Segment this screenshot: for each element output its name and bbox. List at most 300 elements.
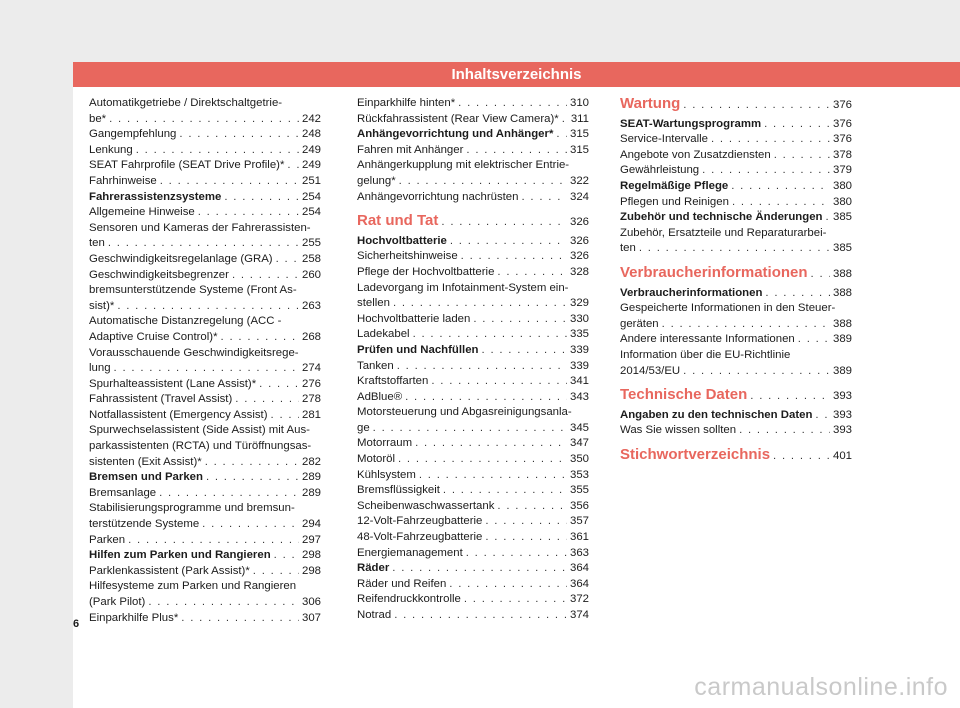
toc-entry[interactable] bbox=[620, 265, 852, 283]
toc-entry-title: Hochvoltbatterie bbox=[357, 234, 447, 247]
toc-entry-page: 306 bbox=[301, 596, 321, 608]
toc-entry-page: 363 bbox=[569, 546, 589, 559]
toc-entry-page: 347 bbox=[569, 437, 589, 450]
toc-entry[interactable] bbox=[89, 579, 321, 610]
toc-entry-title: Kühlsystem bbox=[357, 468, 416, 481]
toc-entry[interactable] bbox=[357, 608, 589, 624]
toc-entry[interactable] bbox=[357, 577, 589, 593]
toc-entry-page: 361 bbox=[569, 531, 589, 544]
toc-entry-page: 289 bbox=[301, 486, 321, 499]
toc-leader-dots bbox=[287, 158, 299, 174]
toc-entry-line: Stabilisierungsprogramme und bremsun- bbox=[89, 502, 295, 515]
toc-leader-dots bbox=[235, 392, 299, 408]
toc-leader-dots bbox=[415, 436, 567, 452]
toc-entry-title: Prüfen und Nachfüllen bbox=[357, 343, 479, 356]
toc-entry-page: 330 bbox=[569, 312, 589, 325]
toc-entry-title: terstützende Systeme bbox=[89, 518, 200, 531]
toc-entry-title: Bremsanlage bbox=[89, 486, 157, 499]
toc-leader-dots bbox=[198, 205, 299, 221]
toc-entry[interactable] bbox=[89, 143, 321, 159]
toc-entry[interactable] bbox=[357, 127, 589, 143]
toc-entry-page: 388 bbox=[832, 267, 852, 280]
toc-entry-title: ten bbox=[89, 237, 105, 250]
toc-entry[interactable] bbox=[89, 611, 321, 627]
toc-entry[interactable] bbox=[89, 127, 321, 143]
toc-entry-page: 328 bbox=[569, 265, 589, 278]
toc-leader-dots bbox=[136, 143, 299, 159]
toc-entry-title: Fahrerassistenzsysteme bbox=[89, 190, 222, 203]
toc-leader-dots bbox=[392, 561, 567, 577]
toc-entry[interactable] bbox=[89, 392, 321, 408]
toc-entry-page: 248 bbox=[301, 128, 321, 141]
toc-entry-page: 258 bbox=[301, 252, 321, 265]
toc-leader-dots bbox=[393, 296, 567, 312]
toc-entry[interactable] bbox=[357, 374, 589, 390]
toc-entry-page: 376 bbox=[832, 99, 852, 111]
toc-entry-title: Fahrassistent (Travel Assist) bbox=[89, 393, 233, 406]
toc-entry-page: 254 bbox=[301, 190, 321, 203]
toc-entry-page: 251 bbox=[301, 174, 321, 187]
toc-leader-dots bbox=[773, 449, 830, 465]
toc-entry-page: 242 bbox=[301, 112, 321, 125]
toc-leader-dots bbox=[441, 215, 567, 231]
toc-entry-title: Stichwortverzeichnis bbox=[620, 445, 771, 463]
toc-entry[interactable] bbox=[89, 221, 321, 252]
toc-entry[interactable] bbox=[357, 96, 589, 112]
toc-entry[interactable] bbox=[357, 312, 589, 328]
toc-entry-page: 298 bbox=[301, 549, 321, 562]
toc-entry-page: 326 bbox=[569, 250, 589, 263]
toc-entry-line: parkassistenten (RCTA) und Türöffnungsas- bbox=[89, 440, 312, 453]
toc-leader-dots bbox=[108, 236, 299, 252]
toc-entry[interactable] bbox=[620, 423, 852, 439]
toc-entry-title: Räder bbox=[357, 562, 390, 575]
toc-entry-title: SEAT-Wartungsprogramm bbox=[620, 117, 762, 130]
toc-entry-title: Sicherheitshinweise bbox=[357, 250, 458, 263]
toc-entry-page: 260 bbox=[301, 268, 321, 281]
toc-entry-title: Parklenkassistent (Park Assist)* bbox=[89, 564, 250, 577]
page-title bbox=[73, 62, 960, 87]
toc-leader-dots bbox=[117, 299, 299, 315]
toc-entry[interactable] bbox=[89, 470, 321, 486]
toc-entry-page: 249 bbox=[301, 159, 321, 172]
toc-entry-line: Hilfesysteme zum Parken und Rangieren bbox=[89, 580, 297, 593]
toc-entry-title: Wartung bbox=[620, 95, 681, 112]
toc-entry[interactable] bbox=[89, 533, 321, 549]
toc-leader-dots bbox=[160, 174, 299, 190]
toc-entry[interactable] bbox=[620, 132, 852, 148]
toc-leader-dots bbox=[826, 210, 830, 226]
toc-leader-dots bbox=[466, 143, 567, 159]
toc-entry[interactable] bbox=[620, 387, 852, 405]
toc-leader-dots bbox=[114, 361, 299, 377]
toc-entry-title: be* bbox=[89, 112, 107, 125]
toc-leader-dots bbox=[556, 127, 567, 143]
toc-entry[interactable] bbox=[357, 405, 589, 436]
toc-entry[interactable] bbox=[357, 190, 589, 206]
toc-entry-title: Energiemanagement bbox=[357, 546, 463, 559]
toc-leader-dots bbox=[419, 468, 567, 484]
toc-leader-dots bbox=[466, 546, 567, 562]
toc-entry[interactable] bbox=[357, 143, 589, 159]
toc-entry-page: 255 bbox=[301, 237, 321, 250]
toc-entry-page: 378 bbox=[832, 148, 852, 161]
toc-entry-title: Allgemeine Hinweise bbox=[89, 206, 195, 219]
toc-entry-title: Parken bbox=[89, 533, 126, 546]
toc-leader-dots bbox=[443, 483, 567, 499]
toc-entry-page: 335 bbox=[569, 328, 589, 341]
toc-entry-page: 278 bbox=[301, 393, 321, 406]
toc-entry-line: Anhängerkupplung mit elektrischer Entrie- bbox=[357, 159, 570, 172]
toc-entry[interactable] bbox=[357, 390, 589, 406]
toc-entry[interactable] bbox=[357, 281, 589, 312]
toc-entry-page: 389 bbox=[832, 364, 852, 377]
toc-entry-title: Einparkhilfe Plus* bbox=[89, 611, 179, 624]
toc-leader-dots bbox=[405, 390, 567, 406]
toc-entry-title: gelung* bbox=[357, 174, 396, 187]
toc-entry-page: 329 bbox=[569, 297, 589, 310]
toc-entry[interactable] bbox=[89, 190, 321, 206]
toc-leader-dots bbox=[206, 470, 299, 486]
toc-leader-dots bbox=[431, 374, 567, 390]
toc-leader-dots bbox=[450, 234, 567, 250]
toc-entry[interactable] bbox=[89, 96, 321, 127]
toc-entry-page: 356 bbox=[569, 499, 589, 512]
toc-entry-title: Adaptive Cruise Control)* bbox=[89, 330, 218, 343]
toc-entry-title: Motoröl bbox=[357, 453, 395, 466]
toc-entry-title: lung bbox=[89, 362, 111, 375]
toc-entry[interactable] bbox=[89, 174, 321, 190]
toc-entry-title: Angaben zu den technischen Daten bbox=[620, 408, 813, 421]
toc-entry[interactable] bbox=[89, 252, 321, 268]
toc-entry-title: 2014/53/EU bbox=[620, 364, 681, 377]
toc-entry[interactable] bbox=[89, 314, 321, 345]
toc-entry[interactable] bbox=[357, 561, 589, 577]
toc-entry[interactable] bbox=[620, 226, 852, 257]
toc-entry-title: Pflegen und Reinigen bbox=[620, 195, 729, 208]
toc-entry[interactable] bbox=[89, 486, 321, 502]
toc-entry[interactable] bbox=[357, 343, 589, 359]
toc-entry-page: 379 bbox=[832, 164, 852, 177]
toc-entry-title: Fahrhinweise bbox=[89, 174, 157, 187]
toc-entry-page: 388 bbox=[832, 286, 852, 299]
toc-entry-page: 376 bbox=[832, 117, 852, 130]
toc-leader-dots bbox=[739, 423, 830, 439]
toc-entry-title: Pflege der Hochvoltbatterie bbox=[357, 265, 495, 278]
toc-entry[interactable] bbox=[357, 327, 589, 343]
toc-leader-dots bbox=[179, 127, 299, 143]
toc-entry[interactable] bbox=[89, 548, 321, 564]
toc-entry[interactable] bbox=[620, 117, 852, 133]
toc-entry[interactable] bbox=[357, 546, 589, 562]
toc-entry-page: 297 bbox=[301, 533, 321, 546]
toc-entry[interactable] bbox=[89, 423, 321, 470]
toc-entry-line: Automatikgetriebe / Direktschaltgetrie- bbox=[89, 97, 283, 109]
toc-entry-title: geräten bbox=[620, 317, 659, 330]
toc-entry-page: 326 bbox=[569, 234, 589, 247]
toc-entry-line: Information über die EU-Richtlinie bbox=[620, 348, 791, 361]
toc-leader-dots bbox=[702, 163, 830, 179]
toc-entry-page: 355 bbox=[569, 484, 589, 497]
toc-entry[interactable] bbox=[357, 158, 589, 189]
toc-entry-title: Geschwindigkeitsregelanlage (GRA) bbox=[89, 252, 273, 265]
toc-entry[interactable] bbox=[357, 514, 589, 530]
toc-entry-page: 274 bbox=[301, 362, 321, 375]
toc-entry-title: (Park Pilot) bbox=[89, 596, 146, 608]
toc-leader-dots bbox=[394, 608, 567, 624]
toc-entry-title: sistenten (Exit Assist)* bbox=[89, 455, 202, 468]
toc-entry-title: Einparkhilfe hinten* bbox=[357, 97, 456, 109]
toc-entry[interactable] bbox=[89, 377, 321, 393]
toc-leader-dots bbox=[711, 132, 830, 148]
toc-entry-page: 393 bbox=[832, 408, 852, 421]
toc-entry[interactable] bbox=[357, 265, 589, 281]
toc-entry-title: Ladekabel bbox=[357, 328, 410, 341]
toc-entry-page: 364 bbox=[569, 562, 589, 575]
toc-entry-page: 339 bbox=[569, 359, 589, 372]
toc-entry-title: Verbraucherinformationen bbox=[620, 263, 808, 281]
toc-entry-title: Notrad bbox=[357, 609, 392, 621]
toc-entry-page: 393 bbox=[832, 424, 852, 437]
toc-entry-page: 380 bbox=[832, 195, 852, 208]
toc-entry-title: Anhängevorrichtung und Anhänger* bbox=[357, 128, 554, 141]
toc-entry[interactable] bbox=[357, 213, 589, 231]
toc-entry-title: Andere interessante Informationen bbox=[620, 333, 795, 346]
toc-entry-title: Verbraucherinformationen bbox=[620, 286, 763, 299]
toc-entry-title: sist)* bbox=[89, 299, 115, 312]
toc-entry[interactable] bbox=[89, 501, 321, 532]
toc-entry-line: Spurwechselassistent (Side Assist) mit Aus- bbox=[89, 424, 310, 437]
toc-entry[interactable] bbox=[357, 530, 589, 546]
toc-leader-dots bbox=[413, 327, 567, 343]
toc-leader-dots bbox=[473, 312, 567, 328]
toc-entry-page: 310 bbox=[569, 97, 589, 109]
toc-entry-title: Kraftstoffarten bbox=[357, 375, 429, 388]
toc-entry-title: Rückfahrassistent (Rear View Camera)* bbox=[357, 112, 559, 125]
toc-entry-line: Gespeicherte Informationen in den Steuer- bbox=[620, 302, 836, 315]
toc-entry-page: 374 bbox=[569, 609, 589, 621]
toc-leader-dots bbox=[815, 408, 830, 424]
toc-entry-title: Angebote von Zusatzdiensten bbox=[620, 148, 771, 161]
toc-leader-dots bbox=[253, 564, 299, 580]
toc-entry-page: 376 bbox=[832, 133, 852, 146]
toc-leader-dots bbox=[458, 96, 567, 112]
toc-entry-page: 315 bbox=[569, 128, 589, 141]
toc-leader-dots bbox=[662, 317, 830, 333]
toc-entry-title: Räder und Reifen bbox=[357, 577, 447, 590]
toc-entry[interactable] bbox=[89, 346, 321, 377]
toc-leader-dots bbox=[798, 332, 830, 348]
toc-entry[interactable] bbox=[620, 163, 852, 179]
toc-entry[interactable] bbox=[357, 359, 589, 375]
toc-entry-page: 289 bbox=[301, 471, 321, 484]
toc-leader-dots bbox=[562, 112, 568, 128]
toc-leader-dots bbox=[373, 421, 567, 437]
toc-entry-page: 388 bbox=[832, 317, 852, 330]
toc-entry-title: stellen bbox=[357, 297, 390, 310]
toc-entry[interactable] bbox=[620, 301, 852, 332]
toc-entry-page: 326 bbox=[569, 216, 589, 229]
toc-entry[interactable] bbox=[620, 447, 852, 465]
toc-entry[interactable] bbox=[89, 205, 321, 221]
toc-leader-dots bbox=[398, 452, 567, 468]
toc-entry[interactable] bbox=[357, 436, 589, 452]
toc-leader-dots bbox=[181, 611, 299, 627]
toc-entry[interactable] bbox=[357, 112, 589, 128]
toc-entry-page: 276 bbox=[301, 377, 321, 390]
toc-entry[interactable] bbox=[357, 452, 589, 468]
toc-entry-page: 298 bbox=[301, 564, 321, 577]
toc-entry-page: 249 bbox=[301, 143, 321, 156]
toc-entry-page: 364 bbox=[569, 577, 589, 590]
toc-entry[interactable] bbox=[89, 283, 321, 314]
toc-entry[interactable] bbox=[620, 348, 852, 379]
toc-leader-dots bbox=[683, 98, 830, 114]
toc-entry-page: 385 bbox=[832, 242, 852, 255]
toc-entry-line: Sensoren und Kameras der Fahrerassisten- bbox=[89, 221, 311, 234]
toc-entry-title: Scheibenwaschwassertank bbox=[357, 499, 495, 512]
toc-entry[interactable] bbox=[89, 268, 321, 284]
toc-entry[interactable] bbox=[620, 286, 852, 302]
toc-entry-page: 343 bbox=[569, 390, 589, 403]
toc-leader-dots bbox=[732, 195, 830, 211]
toc-leader-dots bbox=[774, 148, 830, 164]
toc-entry-page: 282 bbox=[301, 455, 321, 468]
toc-entry[interactable] bbox=[357, 249, 589, 265]
toc-entry-page: 315 bbox=[569, 143, 589, 156]
toc-entry-page: 268 bbox=[301, 330, 321, 343]
toc-entry-title: Bremsflüssigkeit bbox=[357, 484, 440, 497]
toc-entry-title: ten bbox=[620, 242, 636, 255]
toc-entry-title: Hilfen zum Parken und Rangieren bbox=[89, 549, 271, 562]
toc-entry[interactable] bbox=[620, 179, 852, 195]
toc-entry-page: 393 bbox=[832, 390, 852, 403]
toc-entry-page: 294 bbox=[301, 518, 321, 531]
toc-entry-title: Lenkung bbox=[89, 143, 133, 156]
toc-entry-page: 389 bbox=[832, 333, 852, 346]
toc-leader-dots bbox=[497, 265, 567, 281]
toc-entry[interactable] bbox=[620, 332, 852, 348]
toc-leader-dots bbox=[148, 595, 299, 611]
toc-entry-title: Anhängevorrichtung nachrüsten bbox=[357, 190, 519, 203]
toc-entry[interactable] bbox=[357, 592, 589, 608]
toc-entry-title: Motorraum bbox=[357, 437, 413, 450]
toc-leader-dots bbox=[811, 267, 830, 283]
toc-entry-page: 350 bbox=[569, 453, 589, 466]
toc-entry-title: Gewährleistung bbox=[620, 164, 700, 177]
toc-leader-dots bbox=[482, 343, 567, 359]
toc-entry-title: Hochvoltbatterie laden bbox=[357, 312, 471, 325]
toc-entry-page: 385 bbox=[832, 211, 852, 224]
toc-entry-line: Vorausschauende Geschwindigkeitsrege- bbox=[89, 346, 299, 359]
toc-entry-line: Zubehör, Ersatzteile und Reparaturarbei- bbox=[620, 226, 827, 239]
toc-entry[interactable] bbox=[620, 148, 852, 164]
toc-entry-page: 263 bbox=[301, 299, 321, 312]
toc-leader-dots bbox=[639, 241, 830, 257]
toc-entry-page: 254 bbox=[301, 206, 321, 219]
toc-leader-dots bbox=[259, 377, 299, 393]
toc-leader-dots bbox=[276, 252, 299, 268]
toc-leader-dots bbox=[397, 359, 567, 375]
toc-entry-page: 345 bbox=[569, 421, 589, 434]
toc-leader-dots bbox=[765, 286, 830, 302]
toc-entry-page: 401 bbox=[832, 449, 852, 462]
toc-entry[interactable] bbox=[89, 158, 321, 174]
toc-entry-title: Regelmäßige Pflege bbox=[620, 179, 729, 192]
toc-entry[interactable] bbox=[620, 195, 852, 211]
toc-entry-line: Automatische Distanzregelung (ACC - bbox=[89, 315, 282, 328]
toc-entry-title: Reifendruckkontrolle bbox=[357, 593, 461, 606]
toc-entry[interactable] bbox=[357, 483, 589, 499]
toc-entry-title: Notfallassistent (Emergency Assist) bbox=[89, 408, 268, 421]
toc-entry-page: 311 bbox=[570, 112, 589, 125]
toc-entry-title: 48-Volt-Fahrzeugbatterie bbox=[357, 531, 483, 544]
toc-entry-title: Fahren mit Anhänger bbox=[357, 143, 464, 156]
toc-leader-dots bbox=[274, 548, 299, 564]
toc-entry-page: 307 bbox=[301, 611, 321, 624]
toc-entry-page: 353 bbox=[569, 468, 589, 481]
toc-entry-title: SEAT Fahrprofile (SEAT Drive Profile)* bbox=[89, 159, 285, 172]
toc-entry-title: Technische Daten bbox=[620, 386, 748, 404]
toc-entry-title: Service-Intervalle bbox=[620, 133, 708, 146]
toc-leader-dots bbox=[521, 190, 567, 206]
toc-entry-title: ge bbox=[357, 421, 370, 434]
toc-entry[interactable] bbox=[89, 564, 321, 580]
toc-leader-dots bbox=[464, 592, 567, 608]
toc-entry-title: Geschwindigkeitsbegrenzer bbox=[89, 268, 229, 281]
toc-leader-dots bbox=[731, 179, 830, 195]
toc-entry-page: 341 bbox=[569, 375, 589, 388]
toc-entry[interactable] bbox=[620, 96, 852, 114]
toc-entry-title: Was Sie wissen sollten bbox=[620, 424, 737, 437]
toc-entry-page: 380 bbox=[832, 179, 852, 192]
toc-entry-title: Gangempfehlung bbox=[89, 128, 177, 141]
toc-entry[interactable] bbox=[357, 234, 589, 250]
toc-leader-dots bbox=[109, 112, 299, 128]
toc-entry-page: 281 bbox=[301, 408, 321, 421]
toc-entry-title: Zubehör und technische Änderungen bbox=[620, 211, 823, 224]
toc-leader-dots bbox=[461, 249, 567, 265]
toc-leader-dots bbox=[449, 577, 567, 593]
toc-entry-line: bremsunterstützende Systeme (Front As- bbox=[89, 284, 297, 297]
toc-entry[interactable] bbox=[357, 468, 589, 484]
toc-leader-dots bbox=[399, 174, 567, 190]
toc-entry-page: 339 bbox=[569, 343, 589, 356]
toc-column-1 bbox=[89, 96, 321, 626]
toc-entry-page: 322 bbox=[569, 174, 589, 187]
toc-leader-dots bbox=[205, 455, 299, 471]
toc-leader-dots bbox=[485, 530, 567, 546]
toc-entry[interactable] bbox=[357, 499, 589, 515]
toc-leader-dots bbox=[221, 330, 299, 346]
toc-entry-title: Bremsen und Parken bbox=[89, 471, 203, 484]
toc-entry[interactable] bbox=[620, 408, 852, 424]
toc-leader-dots bbox=[497, 499, 567, 515]
toc-column-2 bbox=[357, 96, 589, 624]
toc-entry[interactable] bbox=[89, 408, 321, 424]
toc-leader-dots bbox=[159, 486, 299, 502]
page-title-text: Inhaltsverzeichnis bbox=[451, 66, 582, 83]
toc-column-3 bbox=[620, 96, 852, 467]
toc-entry-page: 357 bbox=[569, 515, 589, 528]
watermark: carmanualsonline.info bbox=[694, 673, 948, 701]
toc-leader-dots bbox=[202, 517, 299, 533]
toc-leader-dots bbox=[485, 514, 567, 530]
toc-entry[interactable] bbox=[620, 210, 852, 226]
toc-leader-dots bbox=[764, 117, 830, 133]
toc-entry-line: Ladevorgang im Infotainment-System ein- bbox=[357, 281, 569, 294]
toc-entry-title: Spurhalteassistent (Lane Assist)* bbox=[89, 377, 257, 390]
